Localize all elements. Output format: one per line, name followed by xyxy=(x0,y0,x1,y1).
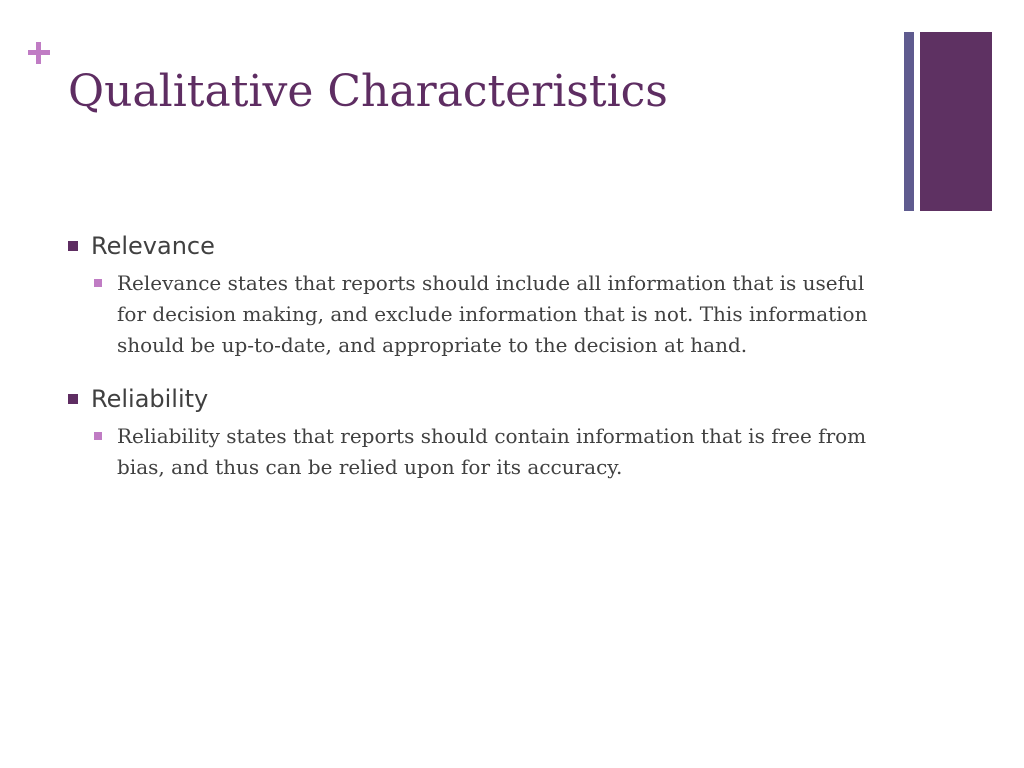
square-bullet-icon xyxy=(94,279,102,287)
list-item-label: Reliability xyxy=(91,385,209,413)
decorative-bar-thin xyxy=(904,32,914,211)
sub-bullet xyxy=(117,421,898,483)
square-bullet-icon xyxy=(68,394,78,404)
list-item-heading xyxy=(68,228,898,264)
sub-bullet-text: Reliability states that reports should contain information that is free from bias, and thus can be relied upon for its accuracy. xyxy=(117,424,867,479)
square-bullet-icon xyxy=(68,241,78,251)
sub-bullet xyxy=(117,268,898,361)
plus-icon-vertical xyxy=(36,42,41,64)
plus-icon xyxy=(26,40,52,66)
list-item-heading xyxy=(68,381,898,417)
decorative-bar-thick xyxy=(920,32,992,211)
slide-title: Qualitative Characteristics xyxy=(68,66,668,117)
list-item-relevance xyxy=(68,228,898,361)
list-item-reliability xyxy=(68,381,898,483)
sub-bullet-text: Relevance states that reports should include all information that is useful for decision making, and exclude information that is not. This information should be up-to-date, and appropriate to the decision at hand. xyxy=(117,271,868,357)
list-item-label: Relevance xyxy=(91,232,215,260)
square-bullet-icon xyxy=(94,432,102,440)
bullet-list xyxy=(68,228,898,503)
